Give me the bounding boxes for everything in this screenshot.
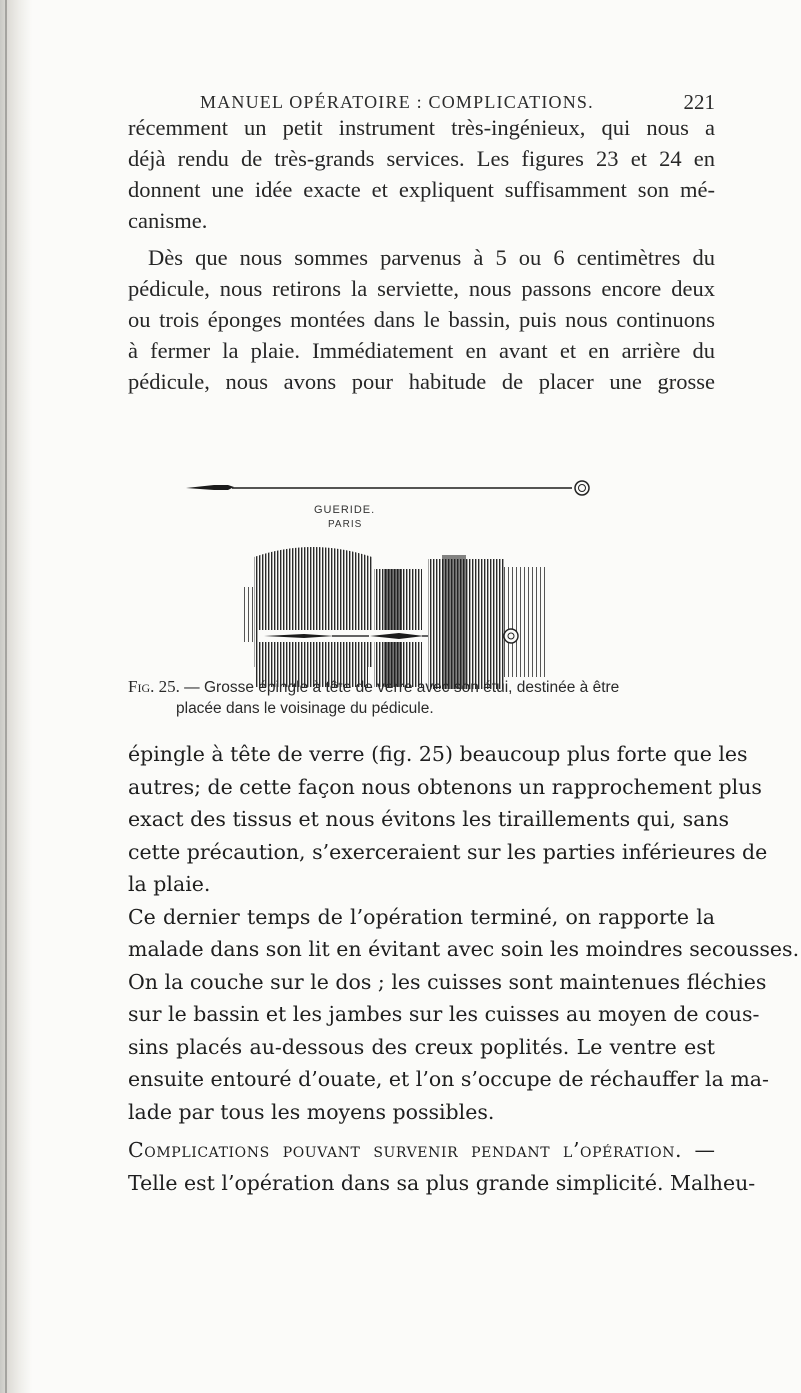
- maker-mark-line1: GUERIDE.: [314, 504, 376, 516]
- text-line: récemment un petit instrument très-ingénieux, qui nous a: [128, 115, 715, 140]
- text-line: Dès que nous sommes parvenus à 5 ou 6 centimètres du: [148, 245, 715, 270]
- text-block-top: [128, 112, 715, 397]
- running-head-title: MANUEL OPÉRATOIRE : COMPLICATIONS.: [200, 92, 594, 112]
- maker-mark-line2: PARIS: [328, 519, 363, 530]
- paragraph-2: [128, 242, 715, 397]
- text-line: Telle est l’opération dans sa plus grande simplicité. Malheu-: [128, 1170, 756, 1195]
- section-dash: —: [682, 1138, 715, 1162]
- text-line: Ce dernier temps de l’opération terminé, on rapporte la: [128, 904, 715, 929]
- text-line: pédicule, nous retirons la serviette, nous passons encore deux: [128, 276, 715, 301]
- caption-text-1: — Grosse épingle à tête de verre avec son étui, destinée à être: [179, 679, 620, 696]
- pin-case-left: [244, 547, 382, 687]
- text-line: On la couche sur le dos ; les cuisses sont maintenues fléchies: [128, 969, 767, 994]
- figure-25-pin-illustration: [184, 477, 604, 777]
- text-line: sins placés au-dessous des creux poplités. Le ventre est: [128, 1034, 715, 1059]
- text-line: cette précaution, s’exerceraient sur les parties inférieures de: [128, 839, 768, 864]
- caption-line-1: [128, 676, 715, 698]
- text-line: canisme.: [128, 208, 208, 233]
- text-line: ensuite entouré d’ouate, et l’on s’occupe de réchauffer la ma-: [128, 1067, 769, 1091]
- text-line: la plaie.: [128, 872, 211, 896]
- text-line: donnent une idée exacte et expliquent suffisamment son mé-: [128, 177, 715, 202]
- text-line: à fermer la plaie. Immédiatement en avant et en arrière du: [128, 338, 715, 363]
- page-number: 221: [683, 90, 715, 114]
- section-heading: Complications pouvant survenir pendant l’opération.: [128, 1138, 683, 1162]
- caption-line-2: placée dans le voisinage du pédicule.: [176, 700, 434, 717]
- text-line: autres; de cette façon nous obtenons un rapprochement plus: [128, 774, 762, 799]
- text-line: exact des tissus et nous évitons les tiraillements qui, sans: [128, 807, 730, 831]
- pin-case-right: [428, 555, 546, 689]
- section-heading-line: [128, 1134, 715, 1167]
- text-line: lade par tous les moyens possibles.: [128, 1099, 495, 1124]
- paragraph-1: [128, 112, 715, 236]
- binding-edge: [5, 0, 7, 1393]
- text-line: déjà rendu de très-grands services. Les figures 23 et 24 en: [128, 146, 715, 171]
- figure-caption: [128, 676, 715, 719]
- text-line: épingle à tête de verre (fig. 25) beaucoup plus forte que les: [128, 742, 748, 766]
- text-block-bottom: [128, 738, 800, 1199]
- text-line: pédicule, nous avons pour habitude de placer une grosse: [128, 369, 715, 394]
- page-gutter-shadow: [0, 0, 32, 1393]
- long-pin-top: [186, 481, 589, 495]
- text-line: malade dans son lit en évitant avec soin les moindres secousses.: [128, 937, 800, 961]
- text-line: sur le bassin et les jambes sur les cuisses au moyen de cous-: [128, 1002, 760, 1026]
- text-line: ou trois éponges montées dans le bassin, puis nous continuons: [128, 307, 715, 332]
- caption-figure-label: Fig. 25.: [128, 677, 180, 696]
